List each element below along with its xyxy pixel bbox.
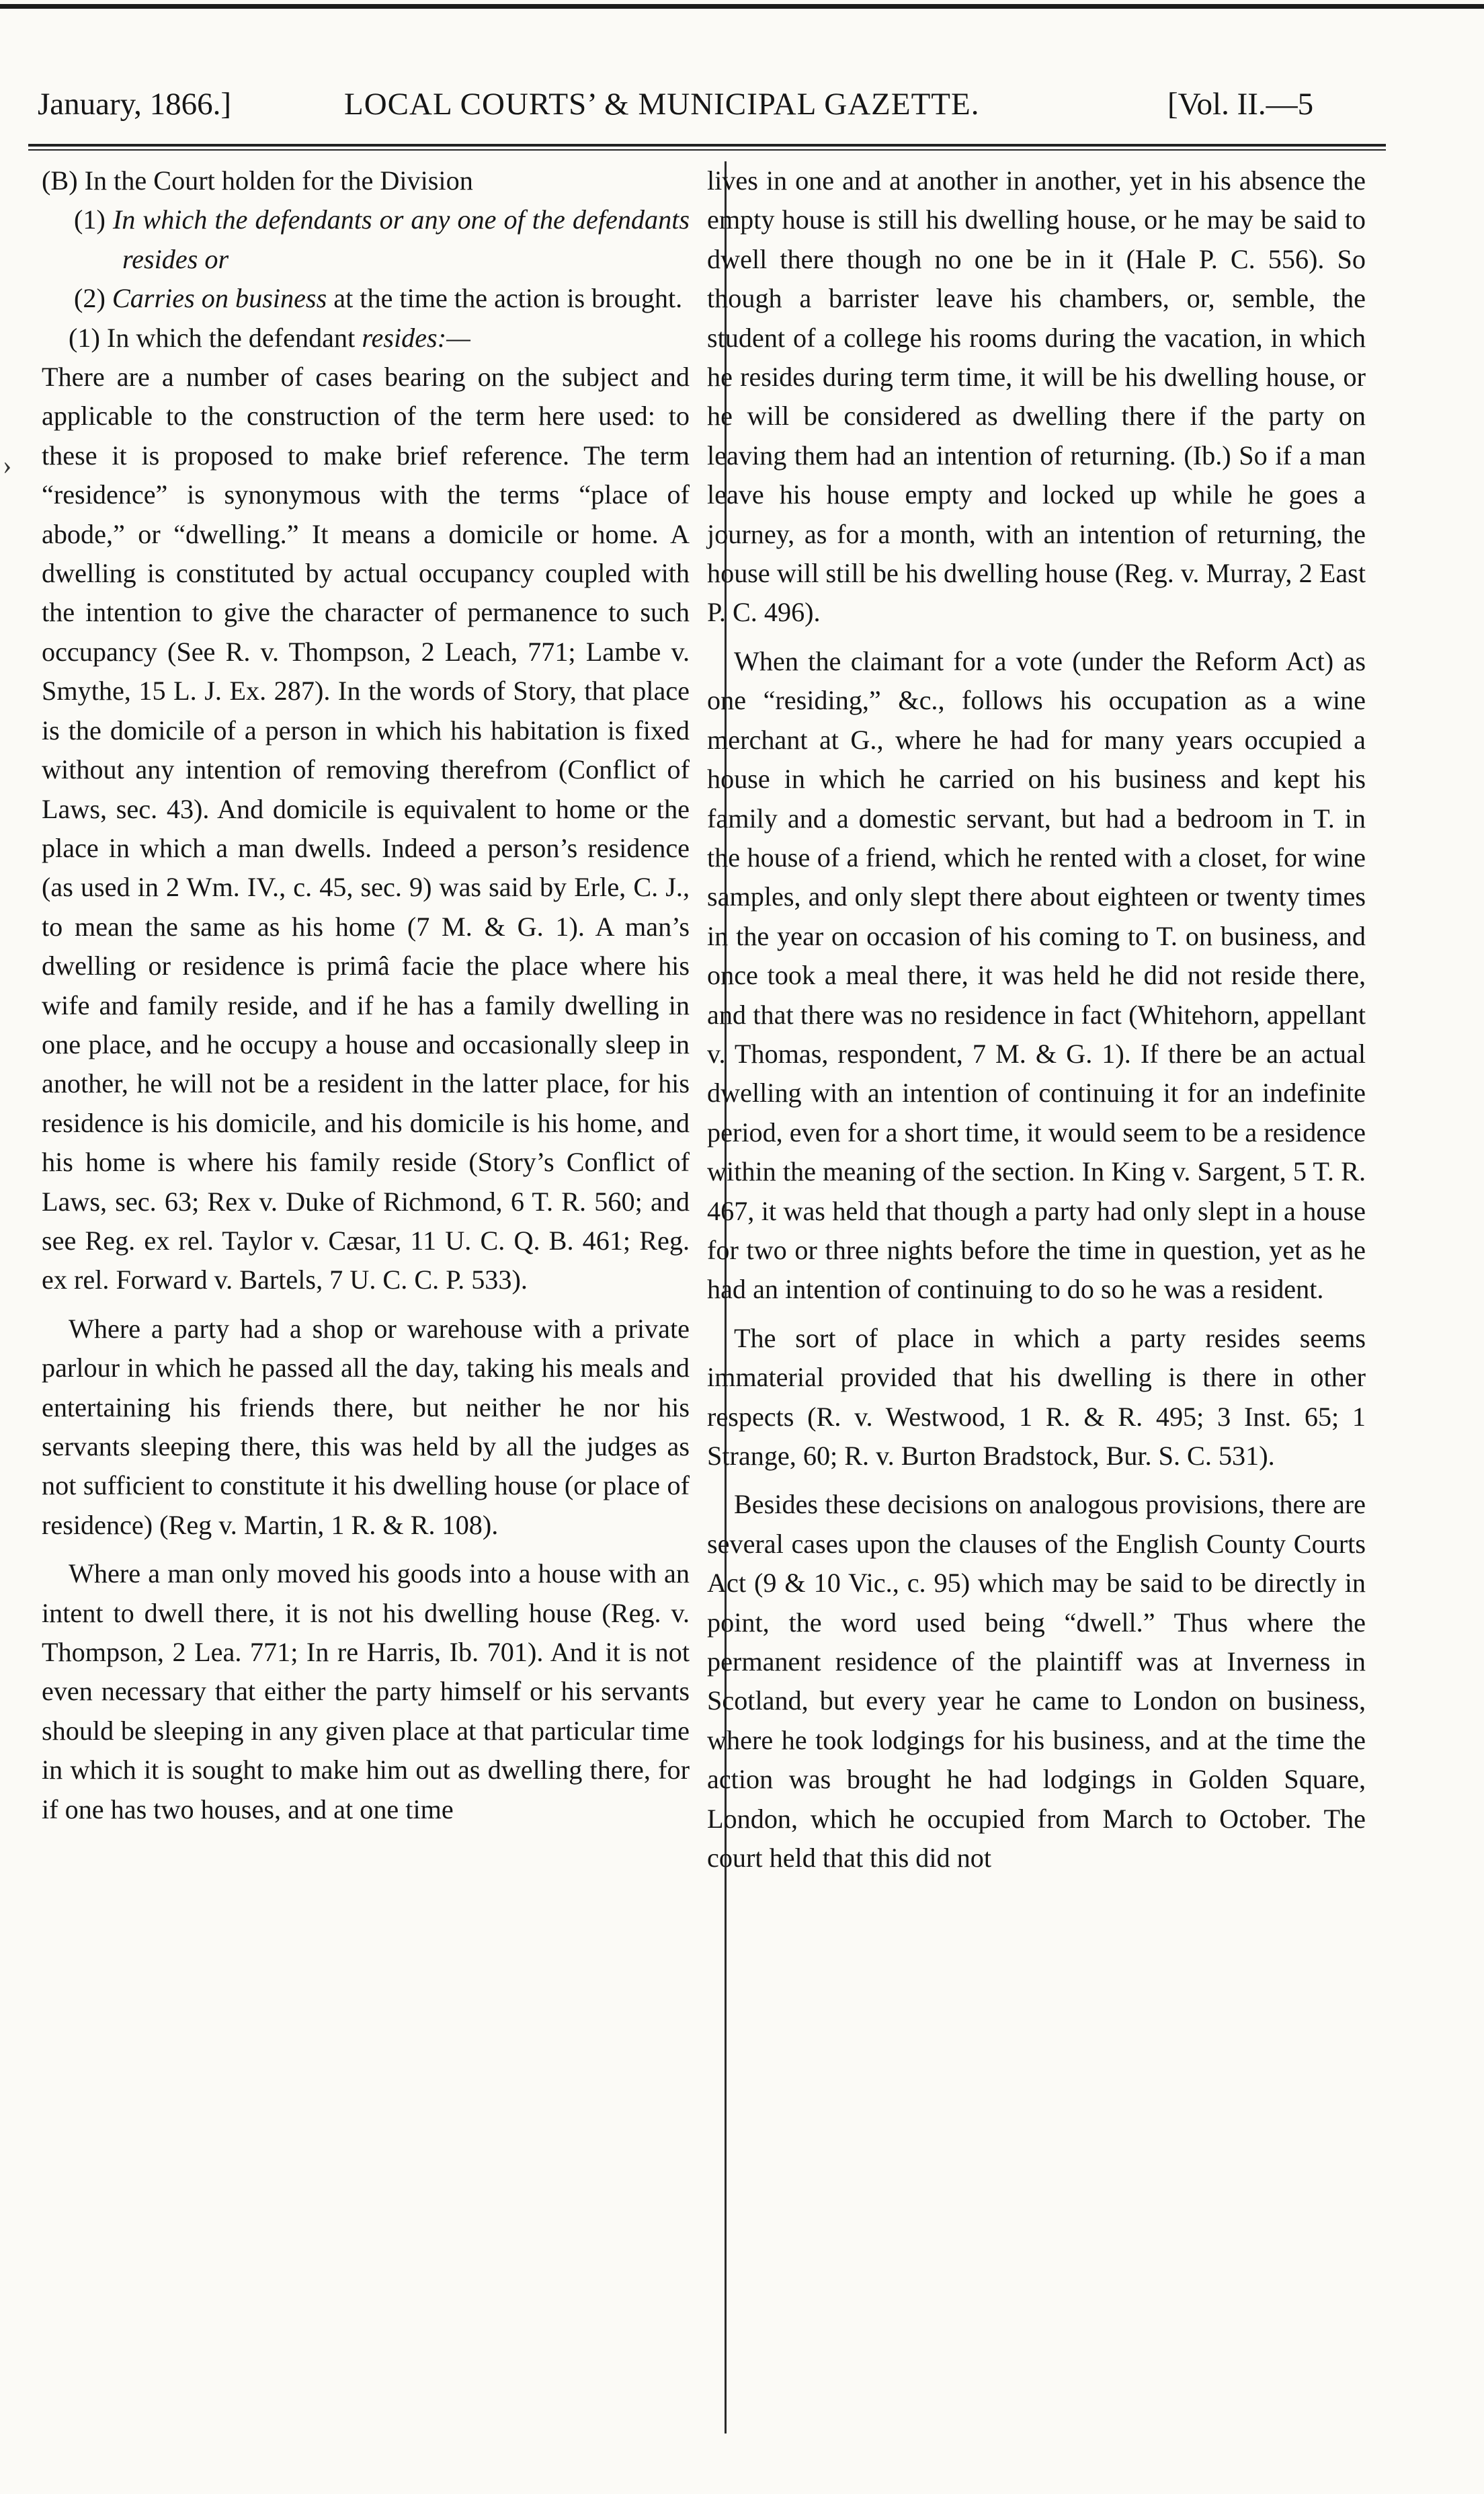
list-item-2-italic: Carries on business	[112, 283, 327, 314]
left-paragraph-2: Where a party had a shop or warehouse with a private parlour in which he passed all the day, taking his meals and entertaining his friends there, but neither he nor his servants sleeping there, this was held by all the judges as not sufficient to constitute it his dwelling house (or place of residence) (Reg v. Martin, 1 R. & R. 108).	[42, 1313, 690, 1540]
section-heading: (B) In the Court holden for the Division	[42, 165, 473, 196]
left-paragraph-3: Where a man only moved his goods into a house with an intent to dwell there, it is not his dwelling house (Reg. v. Thompson, 2 Lea. 771; In re Harris, Ib. 701). And it is not even necessary that either the party himself or his servants should be sleeping in any given place at that particular time in which it is sought to make him out as dwelling there, for if one has two houses, and at one time	[42, 1558, 690, 1824]
subsection-1-heading	[42, 319, 690, 358]
right-paragraph-2: When the claimant for a vote (under the Reform Act) as one “residing,” &c., follows his occupation as a wine merchant at G., where he had for many years occupied a house in which he carried on his business and kept his family and a domestic servant, but had a bedroom in T. in the house of a friend, which he rented with a closet, for wine samples, and only slept there about eighteen or twenty times in the year on occasion of his coming to T. on business, and once took a meal there, it was held he did not reside there, and that there was no residence in fact (Whitehorn, appellant v. Thomas, respondent, 7 M. & G. 1). If there be an actual dwelling with an intention of continuing it for an indefinite period, even for a short time, it would seem to be a residence within the meaning of the section. In King v. Sargent, 5 T. R. 467, it was held that though a party had only slept in a house for two or three nights before the time in question, yet as he had an intention of continuing to do so he was a resident.	[707, 645, 1366, 1305]
running-header	[28, 86, 1386, 140]
subsection-1-intro: (1) In which the defendant	[69, 322, 362, 353]
header-rule	[28, 144, 1386, 147]
top-border-rule	[0, 4, 1484, 9]
right-column	[707, 161, 1366, 1878]
list-item-2-text: at the time the action is brought.	[327, 283, 683, 314]
list-item-1-text: In which the defendants or any one of the defendants resides or	[112, 204, 690, 274]
right-paragraph-1: lives in one and at another in another, yet in his absence the empty house is still his dwelling house, or he may be said to dwell there though no one be in it (Hale P. C. 556). So though a barrister leave his chambers, or, semble, the student of a college his rooms during the vacation, in which he resides during term time, it will be his dwelling house, or he will be considered as dwelling there if the party on leaving them had an intention of returning. (Ib.) So if a man leave his house empty and locked up while he goes a journey, as for a month, with an intention of returning, the house will still be his dwelling house (Reg. v. Murray, 2 East P. C. 496).	[707, 165, 1366, 628]
list-item-1-number: (1)	[74, 204, 106, 235]
header-date: January, 1866.]	[38, 87, 232, 122]
list-item-2-number: (2)	[74, 283, 106, 314]
header-volume: [Vol. II.—5	[1167, 87, 1314, 122]
margin-mark: ›	[3, 450, 12, 480]
list-item-2	[42, 279, 690, 318]
subsection-1-italic: resides:—	[362, 322, 470, 353]
right-paragraph-3: The sort of place in which a party resides seems immaterial provided that his dwelling is there in other respects (R. v. Westwood, 1 R. & R. 495; 3 Inst. 65; 1 Strange, 60; R. v. Burton Bradstock, Bur. S. C. 531).	[707, 1322, 1366, 1471]
header-rule-thin	[28, 149, 1386, 151]
header-title: LOCAL COURTS’ & MUNICIPAL GAZETTE.	[344, 87, 980, 122]
list-item-1	[42, 200, 690, 279]
right-paragraph-4: Besides these decisions on analogous provisions, there are several cases upon the clauses of the English County Courts Act (9 & 10 Vic., c. 95) which may be said to be directly in point, the word used being “dwell.” Thus where the permanent residence of the plaintiff was at Inverness in Scotland, but every year he came to London on business, where he took lodgings for his business, and at the time the action was brought he had lodgings in Golden Square, London, which he occupied from March to October. The court held that this did not	[707, 1489, 1366, 1874]
left-paragraph-1: There are a number of cases bearing on the subject and applicable to the construction of the term here used: to these it is proposed to make brief reference. The term “residence” is synonymous with the terms “place of abode,” or “dwelling.” It means a domicile or home. A dwelling is constituted by actual occupancy coupled with the intention to give the character of permanence to such occupancy (See R. v. Thompson, 2 Leach, 771; Lambe v. Smythe, 15 L. J. Ex. 287). In the words of Story, that place is the domicile of a person in which his habitation is fixed without any intention of removing therefrom (Conflict of Laws, sec. 43). And domicile is equivalent to home or the place in which a man dwells. Indeed a person’s residence (as used in 2 Wm. IV., c. 45, sec. 9) was said by Erle, C. J., to mean the same as his home (7 M. & G. 1). A man’s dwelling or residence is primâ facie the place where his wife and family reside, and if he has a family dwelling in one place, and he occupy a house and occasionally sleep in another, he will not be a resident in the latter place, for his residence is his domicile, and his domicile is his home, and his home is where his family reside (Story’s Conflict of Laws, sec. 63; Rex v. Duke of Richmond, 6 T. R. 560; and see Reg. ex rel. Taylor v. Cæsar, 11 U. C. Q. B. 461; Reg. ex rel. Forward v. Bartels, 7 U. C. C. P. 533).	[42, 362, 690, 1295]
left-column	[42, 161, 690, 1829]
